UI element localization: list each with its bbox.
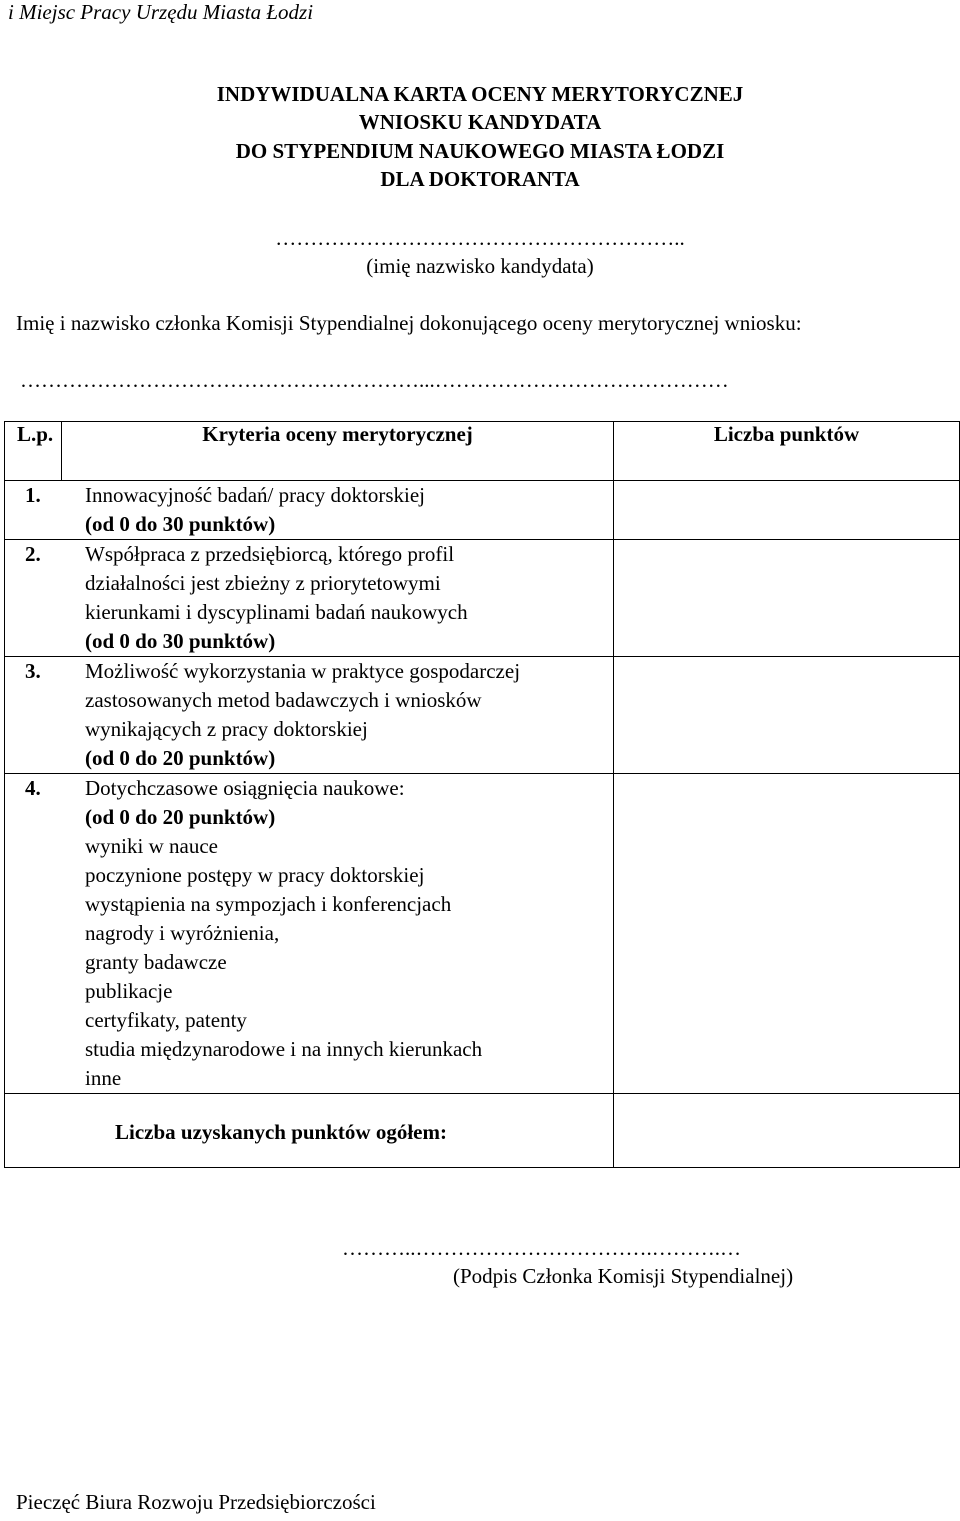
evaluation-table	[4, 421, 960, 1168]
criterion-number: 4.	[25, 776, 41, 800]
criterion-number: 1.	[25, 483, 41, 507]
criterion-text: wynikających z pracy doktorskiej	[85, 717, 368, 741]
points-cell-1[interactable]	[614, 481, 960, 540]
committee-member-label: Imię i nazwisko członka Komisji Stypendialnej dokonującego oceny merytorycznej wniosku:	[16, 311, 802, 335]
criterion-1	[5, 481, 613, 539]
criterion-range: (od 0 do 20 punktów)	[85, 746, 276, 770]
sub-criterion: certyfikaty, patenty	[85, 1008, 247, 1032]
criterion-number: 2.	[25, 542, 41, 566]
signature-field: ………..…………………………….……….…	[342, 1236, 741, 1260]
criteria-row	[5, 657, 960, 774]
sub-criterion: nagrody i wyróżnienia,	[85, 921, 280, 945]
header-lp: L.p.	[5, 422, 62, 481]
signature-caption: (Podpis Członka Komisji Stypendialnej)	[453, 1264, 794, 1288]
document-title-line-4: DLA DOKTORANTA	[380, 167, 580, 191]
criterion-text: działalności jest zbieżny z priorytetowymi	[85, 571, 441, 595]
document-title-line-3: DO STYPENDIUM NAUKOWEGO MIASTA ŁODZI	[235, 139, 725, 163]
criterion-text: Możliwość wykorzystania w praktyce gospodarczej	[85, 659, 521, 683]
criterion-text: Współpraca z przedsiębiorcą, którego profil	[85, 542, 455, 566]
criterion-2	[5, 540, 613, 656]
stamp-label: Pieczęć Biura Rozwoju Przedsiębiorczości	[16, 1490, 376, 1514]
document-title-line-1: INDYWIDUALNA KARTA OCENY MERYTORYCZNEJ	[216, 82, 744, 106]
header-points: Liczba punktów	[614, 422, 960, 481]
sub-criterion: publikacje	[85, 979, 173, 1003]
sub-criterion: granty badawcze	[85, 950, 227, 974]
sub-criterion: wyniki w nauce	[85, 834, 218, 858]
criterion-text: kierunkami i dyscyplinami badań naukowych	[85, 600, 468, 624]
criteria-row	[5, 481, 960, 540]
criterion-range: (od 0 do 30 punktów)	[85, 512, 276, 536]
header-criteria: Kryteria oceny merytorycznej	[62, 422, 614, 481]
table-header-row	[5, 422, 960, 481]
header-note: i Miejsc Pracy Urzędu Miasta Łodzi	[8, 0, 314, 24]
document-title-line-2: WNIOSKU KANDYDATA	[358, 110, 602, 134]
criterion-text: Innowacyjność badań/ pracy doktorskiej	[85, 483, 425, 507]
criterion-range: (od 0 do 20 punktów)	[85, 805, 276, 829]
total-points-label: Liczba uzyskanych punktów ogółem:	[115, 1120, 447, 1144]
criteria-row	[5, 774, 960, 1094]
sub-criterion: studia międzynarodowe i na innych kierunkach	[85, 1037, 483, 1061]
criterion-range: (od 0 do 30 punktów)	[85, 629, 276, 653]
criteria-row	[5, 540, 960, 657]
points-cell-4[interactable]	[614, 774, 960, 1094]
criterion-text: zastosowanych metod badawczych i wniosków	[85, 688, 482, 712]
sub-criterion: inne	[85, 1066, 122, 1090]
criterion-number: 3.	[25, 659, 41, 683]
total-row	[5, 1094, 960, 1168]
sub-criterion: poczynione postępy w pracy doktorskiej	[85, 863, 425, 887]
criterion-3	[5, 657, 613, 773]
sub-criterion: wystąpienia na sympozjach i konferencjach	[85, 892, 452, 916]
candidate-name-field: …………………………………………………..	[275, 226, 685, 250]
points-cell-2[interactable]	[614, 540, 960, 657]
points-cell-3[interactable]	[614, 657, 960, 774]
candidate-name-caption: (imię nazwisko kandydata)	[366, 254, 594, 278]
committee-member-name-field: …………………………………………………...……………………………………	[20, 368, 729, 392]
total-points-cell[interactable]	[614, 1094, 960, 1168]
criterion-text: Dotychczasowe osiągnięcia naukowe:	[85, 776, 405, 800]
criterion-4	[5, 774, 613, 1093]
